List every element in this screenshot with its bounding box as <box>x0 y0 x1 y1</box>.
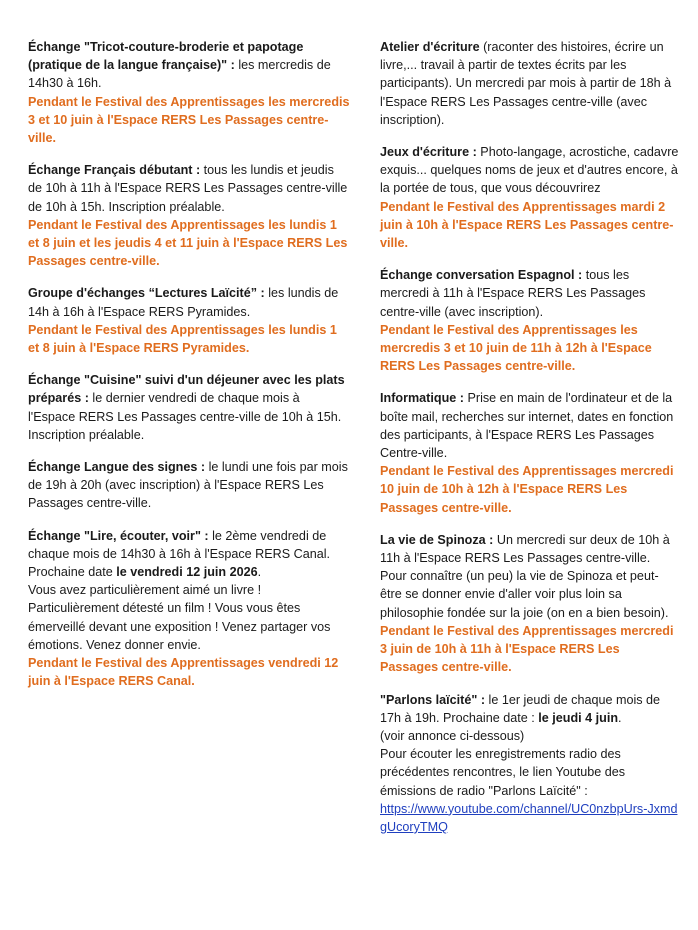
activity-description: les mercredis de 14h30 à 16h. <box>28 58 331 91</box>
activity-title: Échange Français débutant : <box>28 163 201 178</box>
activity-langue-des-signes <box>28 458 350 513</box>
activity-title: "Parlons laïcité" : <box>380 692 486 707</box>
punctuation: . <box>257 565 262 580</box>
activity-francais-debutant <box>28 161 350 270</box>
activity-title: Jeux d'écriture : <box>380 145 477 160</box>
activity-title: La vie de Spinoza : <box>380 532 494 547</box>
activity-cuisine <box>28 371 350 444</box>
activity-title: Échange Langue des signes : <box>28 460 206 475</box>
right-column <box>380 38 680 850</box>
festival-note: Pendant le Festival des Apprentissages mercredi 10 juin de 10h à 12h à l'Espace RERS Les Passages centre-ville. <box>380 464 674 515</box>
activity-tricot <box>28 38 350 147</box>
festival-note: Pendant le Festival des Apprentissages les lundis 1 et 8 juin et les jeudis 4 et 11 juin à l'Espace RERS Les Passages centre-ville. <box>28 217 348 269</box>
activity-description: tous les mercredi à 11h à l'Espace RERS Les Passages centre-ville (avec inscription). <box>380 268 646 319</box>
activity-informatique <box>380 389 680 516</box>
activity-parlons-laicite <box>380 691 680 837</box>
activity-description: Photo-langage, acrostiche, cadavre exquis... quelques noms de jeux et d'autres encore, à la portée de tous, que vous découvrirez <box>380 145 679 196</box>
activity-title: Échange "Lire, écouter, voir" : <box>28 528 209 543</box>
activity-lire-ecouter-voir <box>28 527 350 691</box>
activity-description: tous les lundis et jeudis de 10h à 11h à l'Espace RERS Les Passages centre-ville de 10h à 15h. Inscription préalable. <box>28 163 348 214</box>
activity-description: le lundi une fois par mois de 19h à 20h (avec inscription) à l'Espace RERS Les Passages centre-ville. <box>28 460 348 511</box>
punctuation: . <box>618 710 622 725</box>
festival-note: Pendant le Festival des Apprentissages vendredi 12 juin à l'Espace RERS Canal. <box>28 656 339 689</box>
youtube-link[interactable]: https://www.youtube.com/channel/UC0nzbpUrs-JxmdgUcoryTMQ <box>380 801 678 834</box>
left-column <box>28 38 350 705</box>
activity-description: (raconter des histoires, écrire un livre,... travail à partir de textes écrits par les participants). Un mercredi par mois à partir de 18h à l'Espace RERS Les Passages centre-ville (avec inscription). <box>380 40 672 127</box>
activity-lectures-laicite <box>28 284 350 357</box>
activity-description: le 2ème vendredi de chaque mois de 14h30 à 16h à l'Espace RERS Canal. Prochaine date <box>28 528 331 580</box>
next-date: le jeudi 4 juin <box>538 710 619 725</box>
activity-title: Atelier d'écriture <box>380 40 480 54</box>
activity-description: le 1er jeudi de chaque mois de 17h à 19h. Prochaine date : <box>380 692 661 725</box>
activity-title: Échange conversation Espagnol : <box>380 268 583 283</box>
announcement-note: (voir annonce ci-dessous) <box>380 728 525 743</box>
activity-atelier-ecriture <box>380 38 680 129</box>
festival-note: Pendant le Festival des Apprentissages les lundis 1 et 8 juin à l'Espace RERS Pyramides. <box>28 322 337 356</box>
activity-jeux-ecriture <box>380 143 680 252</box>
activity-extra: Vous avez particulièrement aimé un livre ! Particulièrement détesté un film ! Vous vous êtes émerveillé devant une exposition ! Venez partager vos émotions. Venez donner envie. <box>28 583 331 652</box>
activity-title: Informatique : <box>380 391 464 406</box>
activity-title: Groupe d'échanges “Lectures Laïcité” : <box>28 286 265 301</box>
activity-title: Échange "Cuisine" suivi d'un déjeuner avec les plats préparés : <box>28 373 345 406</box>
festival-note: Pendant le Festival des Apprentissages les mercredis 3 et 10 juin de 11h à 12h à l'Espace RERS Les Passages centre-ville. <box>380 322 652 374</box>
activity-title: Échange "Tricot-couture-broderie et papotage (pratique de la langue française)" : <box>28 40 304 73</box>
activity-spinoza <box>380 531 680 677</box>
festival-note: Pendant le Festival des Apprentissages mercredi 3 juin de 10h à 11h à l'Espace RERS Les Passages centre-ville. <box>380 623 674 675</box>
youtube-description: Pour écouter les enregistrements radio des précédentes rencontres, le lien Youtube des émissions de radio "Parlons Laïcité" : <box>380 747 626 798</box>
activity-description: Prise en main de l'ordinateur et de la boîte mail, recherches sur internet, dates en fonction des participants, à l'Espace RERS Les Passages Centre-ville. <box>380 391 674 461</box>
festival-note: Pendant le Festival des Apprentissages mardi 2 juin à 10h à l'Espace RERS Les Passages centre-ville. <box>380 199 674 251</box>
activity-espagnol <box>380 266 680 375</box>
activity-description: le dernier vendredi de chaque mois à l'Espace RERS Les Passages centre-ville de 10h à 15h. Inscription préalable. <box>28 391 342 442</box>
activity-description: les lundis de 14h à 16h à l'Espace RERS Pyramides. <box>28 286 339 319</box>
next-date: le vendredi 12 juin 2026 <box>116 565 258 580</box>
activity-description: Un mercredi sur deux de 10h à 11h à l'Espace RERS Les Passages centre-ville. Pour connaître (un peu) la vie de Spinoza et peut-être se donner envie d'aller voir plus loin sa philosophie fondée sur la joie (on en a bien besoin). <box>380 532 670 620</box>
festival-note: Pendant le Festival des Apprentissages les mercredis 3 et 10 juin à l'Espace RERS Les Passages centre-ville. <box>28 94 350 146</box>
